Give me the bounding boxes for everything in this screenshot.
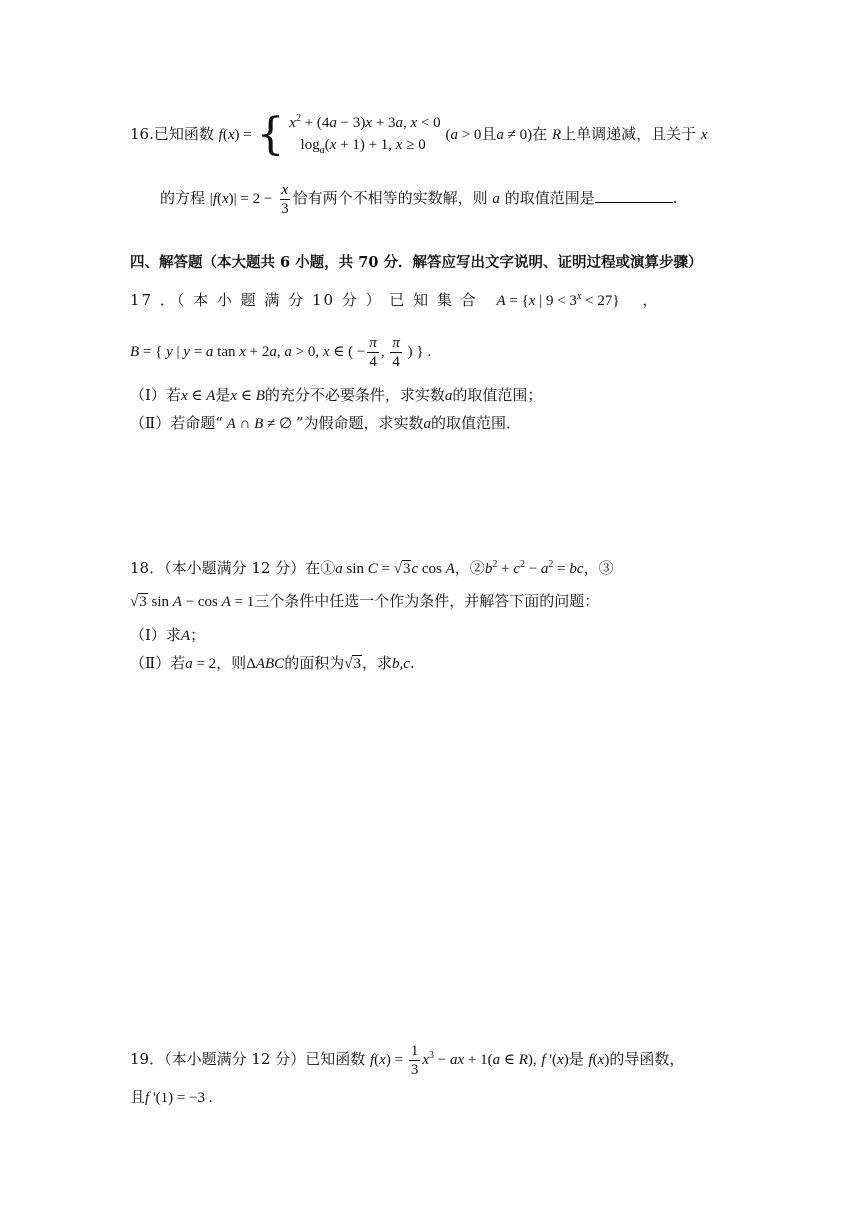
q16-var-x: x — [700, 127, 708, 143]
q17-set-b: B = { y | y = a tan x + 2a, a > 0, x ∈ ( − $\frac{\pi}{4}$ , $\frac{\pi}{4}$ ) } . — [130, 335, 432, 371]
q18-line2 — [130, 590, 599, 613]
q16-function: f(x) = — [218, 127, 252, 143]
q18-condition-2: $b^2 + c^2 - a^2$ = bc — [484, 559, 584, 577]
q19-function: f(x) = $\frac{1}{3}$ $x^3$ − ax + 1(a ∈ R), — [370, 1043, 537, 1079]
piecewise-cases: $x^2 + (4a - 3)x + 3a$, x < 0 $\log_a(x + 1) + 1$, x ≥ 0 — [289, 113, 441, 156]
q18-part1-label: （Ⅰ）求 — [130, 626, 181, 644]
section-title: 四、解答题（本大题共 6 小题，共 70 分．解答应写出文字说明、证明过程或演算步骤） — [130, 254, 703, 271]
q17-part2-b: ”为假命题，求实数 — [295, 414, 424, 432]
q18-part2-d: ，求 — [361, 654, 392, 672]
q18-line1 — [130, 554, 614, 580]
q17-part1-b: 是 — [215, 386, 231, 404]
q17-var-a2: a — [423, 416, 432, 432]
q19-line2 — [130, 1086, 213, 1109]
q17-part2-a: （Ⅱ）若命题“ — [130, 414, 223, 432]
q18-part2-c: 的面积为 — [284, 654, 345, 672]
q18-part2-a: （Ⅱ）若 — [130, 654, 186, 672]
q19-line2-label: 且 — [130, 1088, 146, 1106]
q16-eq-intro: 的方程 — [160, 189, 206, 207]
q17-part1-a: （Ⅰ）若 — [130, 386, 181, 404]
q19-line1 — [130, 1034, 684, 1078]
q16-mono: 上单调递减，且关于 — [561, 125, 697, 143]
q16-range-text: 的取值范围是 — [504, 189, 595, 207]
q18-prefix: 18．（本小题满分 12 分）在① — [130, 559, 336, 577]
q18-line2-tail: 三个条件中任选一个作为条件，并解答下面的问题： — [254, 592, 600, 610]
q18-c3: ，③ — [583, 559, 614, 577]
q17-part1-d: 的取值范围； — [452, 386, 543, 404]
q17-part2 — [130, 412, 521, 435]
q16-cond: 在 — [532, 125, 548, 143]
q19-derivative: f '(x) — [541, 1052, 569, 1068]
q17-line1 — [130, 286, 657, 312]
q17-part1-c: 的充分不必要条件，求实数 — [264, 386, 445, 404]
q17-prefix: 17 ．（ 本 小 题 满 分 10 分 ） 已 知 集 合 — [130, 291, 478, 309]
q16-period: . — [672, 189, 678, 207]
q18-c2: ，② — [454, 559, 485, 577]
q18-part2 — [130, 652, 415, 675]
q17-comma: ， — [642, 291, 658, 309]
q18-var-A: A — [180, 628, 191, 644]
q17-x-in-b: x ∈ B — [230, 388, 265, 404]
q18-area: √3 — [344, 656, 361, 672]
q19-derivative-is: 是 — [568, 1050, 584, 1068]
q17-var-a1: a — [444, 388, 453, 404]
q18-part2-b: ，则 — [216, 654, 247, 672]
q19-prefix: 19．（本小题满分 12 分）已知函数 — [130, 1050, 366, 1068]
q18-a-eq-2: a = 2 — [185, 656, 217, 672]
q16-eq-tail: 恰有两个不相等的实数解，则 — [292, 189, 488, 207]
q19-derivative-of: 的导函数， — [609, 1050, 685, 1068]
q18-part2-end: . — [409, 654, 415, 672]
q18-part1 — [130, 624, 205, 647]
q16-answer-blank — [595, 186, 673, 203]
q16-fraction: $\frac{x}{3}$ — [281, 181, 289, 217]
q16-line2 — [160, 176, 677, 220]
q16-param-cond: (a > 0且a ≠ 0) — [445, 127, 533, 143]
q16-equation: |f(x)| = 2 − — [209, 191, 273, 207]
q17-part2-c: 的取值范围． — [431, 414, 522, 432]
q16-number: 16. — [130, 125, 154, 143]
q16-intro: 已知函数 — [153, 125, 214, 143]
q18-triangle: ΔABC — [246, 656, 285, 672]
q19-fx: f(x) — [588, 1052, 610, 1068]
q18-condition-1: a sin C = √3c cos A — [335, 561, 455, 577]
q17-set-a: A = {x | $9 < 3^x < 27$} — [496, 291, 620, 309]
q18-condition-3: √3 sin A − cos A = 1 — [130, 594, 255, 610]
q17-intersection: A ∩ B ≠ ∅ — [226, 416, 296, 432]
q18-part1-end: ； — [190, 626, 206, 644]
q16-line1 — [130, 108, 708, 158]
q16-var-a: a — [492, 191, 500, 207]
q19-derivative-value: f '(1) = −3 . — [145, 1090, 213, 1106]
q18-bc: b,c — [391, 656, 410, 672]
q17-x-in-a: x ∈ A — [180, 388, 216, 404]
piecewise-brace: { — [256, 109, 285, 160]
q17-part1 — [130, 384, 542, 407]
q16-domain: R — [551, 127, 562, 143]
